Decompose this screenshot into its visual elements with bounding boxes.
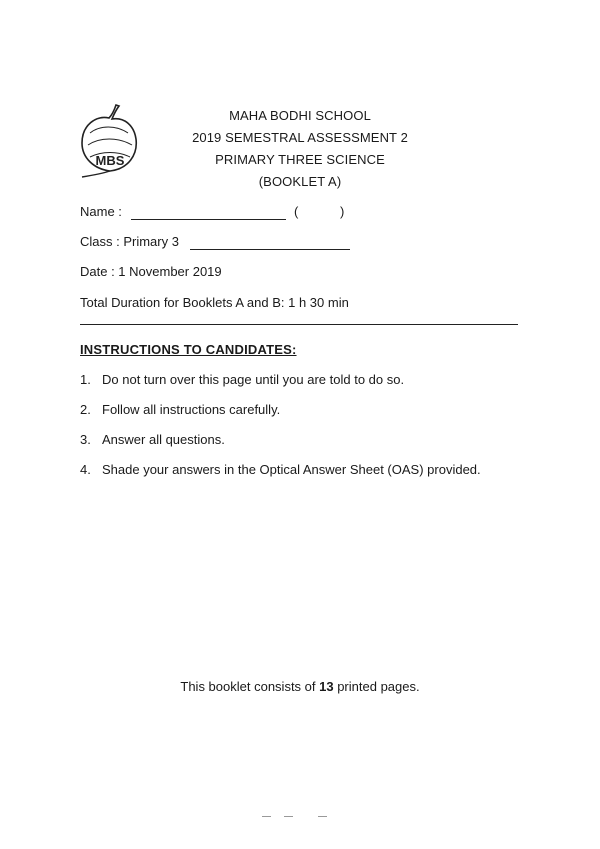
instruction-text: Do not turn over this page until you are told to do so. bbox=[102, 372, 405, 387]
instruction-number: 3. bbox=[80, 432, 91, 447]
instruction-item bbox=[80, 372, 404, 387]
scan-dash bbox=[284, 816, 293, 817]
register-number-open-paren: ( bbox=[294, 204, 299, 219]
page-count-note bbox=[0, 679, 600, 694]
instruction-text: Follow all instructions carefully. bbox=[102, 402, 281, 417]
name-line[interactable] bbox=[131, 219, 286, 220]
instruction-item bbox=[80, 462, 481, 477]
assessment-title: 2019 SEMESTRAL ASSESSMENT 2 bbox=[192, 130, 408, 145]
bottom-scan-marks bbox=[0, 813, 600, 819]
instruction-item bbox=[80, 402, 280, 417]
date-label: Date : 1 November 2019 bbox=[80, 264, 222, 279]
instruction-number: 2. bbox=[80, 402, 91, 417]
page-count-number: 13 bbox=[319, 679, 334, 694]
logo-letters: MBS bbox=[95, 153, 125, 168]
instruction-number: 4. bbox=[80, 462, 91, 477]
instruction-item bbox=[80, 432, 225, 447]
document-header bbox=[150, 105, 450, 193]
register-number-close-paren: ) bbox=[340, 204, 345, 219]
duration-label: Total Duration for Booklets A and B: 1 h 30 min bbox=[80, 295, 349, 310]
instruction-text: Shade your answers in the Optical Answer Sheet (OAS) provided. bbox=[102, 462, 481, 477]
page-count-suffix: printed pages. bbox=[333, 679, 420, 694]
section-divider bbox=[80, 324, 518, 325]
instruction-number: 1. bbox=[80, 372, 91, 387]
instruction-text: Answer all questions. bbox=[102, 432, 225, 447]
scan-dash bbox=[262, 816, 271, 817]
instructions-heading: INSTRUCTIONS TO CANDIDATES: bbox=[80, 342, 297, 357]
subject-title: PRIMARY THREE SCIENCE bbox=[215, 152, 385, 167]
page-count-prefix: This booklet consists of bbox=[180, 679, 320, 694]
class-label: Class : Primary 3 bbox=[80, 234, 179, 249]
booklet-label: (BOOKLET A) bbox=[258, 174, 342, 189]
name-label: Name : bbox=[80, 204, 122, 219]
school-name: MAHA BODHI SCHOOL bbox=[229, 108, 371, 123]
school-crest-leaf-icon bbox=[76, 103, 142, 179]
scan-dash bbox=[318, 816, 327, 817]
class-line[interactable] bbox=[190, 249, 350, 250]
